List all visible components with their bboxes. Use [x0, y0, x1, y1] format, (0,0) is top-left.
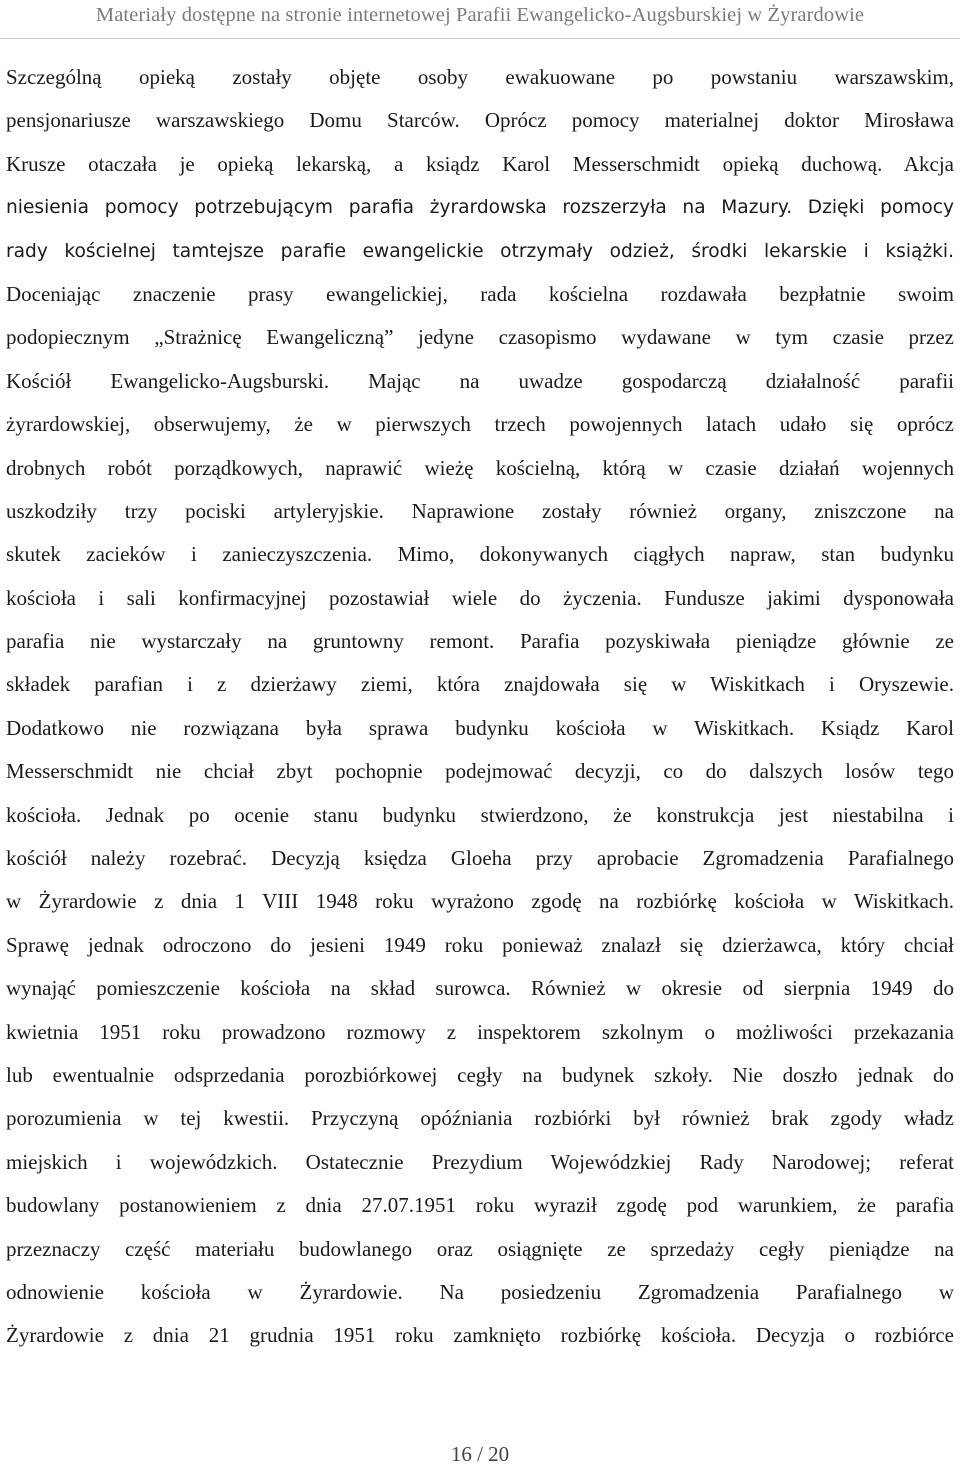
text-line: Krusze otaczała je opieką lekarską, a ksiądz Karol Messerschmidt opieką duchową. Akcja — [6, 151, 954, 176]
page-header: Materiały dostępne na stronie internetowej Parafii Ewangelicko-Augsburskiej w Żyrardowie — [95, 4, 865, 26]
text-line: porozumienia w tej kwestii. Przyczyną opóźniania rozbiórki był również brak zgody władz — [6, 1106, 954, 1131]
text-line: Żyrardowie z dnia 21 grudnia 1951 roku zamknięto rozbiórkę kościoła. Decyzja o rozbiórce — [6, 1323, 954, 1348]
text-line: lub ewentualnie odsprzedania porozbiórkowej cegły na budynek szkoły. Nie doszło jednak do — [6, 1062, 954, 1087]
text-line: skutek zacieków i zanieczyszczenia. Mimo, dokonywanych ciągłych napraw, stan budynku — [6, 542, 954, 567]
text-line: w Żyrardowie z dnia 1 VIII 1948 roku wyrażono zgodę na rozbiórkę kościoła w Wiskitkach. — [6, 889, 954, 914]
page-number: 16 / 20 — [450, 1442, 510, 1466]
text-line: budowlany postanowieniem z dnia 27.07.1951 roku wyraził zgodę pod warunkiem, że parafia — [6, 1193, 954, 1218]
header-divider — [0, 38, 960, 39]
text-line: Sprawę jednak odroczono do jesieni 1949 roku ponieważ znalazł się dzierżawca, który chciał — [6, 932, 954, 957]
text-line: składek parafian i z dzierżawy ziemi, która znajdowała się w Wiskitkach i Oryszewie. — [6, 672, 954, 697]
text-line: odnowienie kościoła w Żyrardowie. Na posiedzeniu Zgromadzenia Parafialnego w — [6, 1279, 954, 1304]
body-text — [6, 56, 954, 1358]
text-line: uszkodziły trzy pociski artyleryjskie. Naprawione zostały również organy, zniszczone na — [6, 498, 954, 523]
text-line: drobnych robót porządkowych, naprawić wieżę kościelną, którą w czasie działań wojennych — [6, 455, 954, 480]
text-line: rady kościelnej tamtejsze parafie ewangelickie otrzymały odzież, środki lekarskie i książki. — [6, 240, 954, 262]
text-line: Kościół Ewangelicko-Augsburski. Mając na uwadze gospodarczą działalność parafii — [6, 368, 954, 393]
text-line: miejskich i wojewódzkich. Ostatecznie Prezydium Wojewódzkiej Rady Narodowej; referat — [6, 1149, 954, 1174]
text-line: parafia nie wystarczały na gruntowny remont. Parafia pozyskiwała pieniądze głównie ze — [6, 629, 954, 654]
text-line: przeznaczy część materiału budowlanego oraz osiągnięte ze sprzedaży cegły pieniądze na — [6, 1236, 954, 1261]
text-line: kościół należy rozebrać. Decyzją księdza Gloeha przy aprobacie Zgromadzenia Parafialnego — [6, 846, 954, 871]
text-line: pensjonariusze warszawskiego Domu Starców. Oprócz pomocy materialnej doktor Mirosława — [6, 108, 954, 133]
text-line: niesienia pomocy potrzebującym parafia żyrardowska rozszerzyła na Mazury. Dzięki pomocy — [6, 197, 954, 219]
text-line: kościoła. Jednak po ocenie stanu budynku stwierdzono, że konstrukcja jest niestabilna i — [6, 802, 954, 827]
text-line: podopiecznym „Strażnicę Ewangeliczną” jedyne czasopismo wydawane w tym czasie przez — [6, 325, 954, 350]
text-line: Doceniając znaczenie prasy ewangelickiej, rada kościelna rozdawała bezpłatnie swoim — [6, 281, 954, 306]
text-line: kwietnia 1951 roku prowadzono rozmowy z inspektorem szkolnym o możliwości przekazania — [6, 1019, 954, 1044]
text-line: kościoła i sali konfirmacyjnej pozostawiał wiele do życzenia. Fundusze jakimi dysponowała — [6, 585, 954, 610]
text-line: Szczególną opieką zostały objęte osoby ewakuowane po powstaniu warszawskim, — [6, 65, 954, 89]
text-line: Messerschmidt nie chciał zbyt pochopnie podejmować decyzji, co do dalszych losów tego — [6, 759, 954, 784]
text-line: żyrardowskiej, obserwujemy, że w pierwszych trzech powojennych latach udało się oprócz — [6, 412, 954, 437]
text-line: wynająć pomieszczenie kościoła na skład surowca. Również w okresie od sierpnia 1949 do — [6, 976, 954, 1001]
text-line: Dodatkowo nie rozwiązana była sprawa budynku kościoła w Wiskitkach. Ksiądz Karol — [6, 715, 954, 740]
